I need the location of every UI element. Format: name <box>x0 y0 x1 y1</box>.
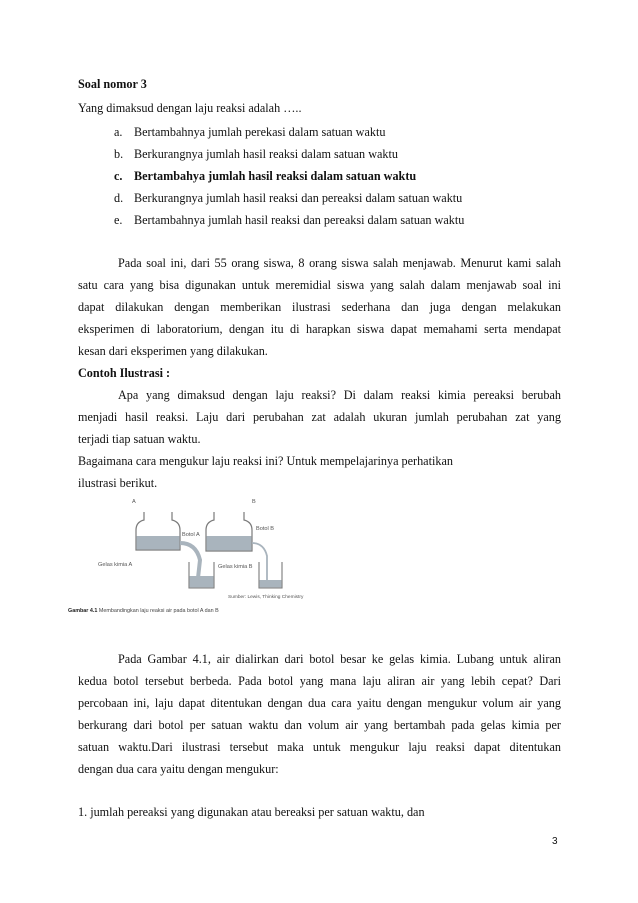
paragraph-line: ilustrasi berikut. <box>78 476 158 490</box>
bottle-a-label: Botol A <box>182 532 200 538</box>
figure-caption-number: Gambar 4.1 <box>68 608 98 614</box>
option-a <box>114 124 385 140</box>
figure-source: Sumber: Lewis, Thinking Chemistry <box>228 595 304 600</box>
paragraph-line: kesan dari eksperimen yang dilakukan. <box>78 344 268 358</box>
list-item: 1. jumlah pereaksi yang digunakan atau bereaksi per satuan waktu, dan <box>78 805 425 819</box>
bottle-a-water <box>137 536 180 549</box>
beaker-a-label: Gelas kimia A <box>98 562 133 568</box>
option-letter: c. <box>114 169 123 183</box>
illustration-heading: Contoh Ilustrasi : <box>78 366 171 380</box>
option-letter: b. <box>114 147 124 161</box>
paragraph-line: satu cara yang bisa digunakan untuk meremidial siswa yang salah dalam menjawab soal ini <box>78 278 561 292</box>
option-e <box>114 212 464 228</box>
paragraph-line: dapat dilakukan dengan memberikan ilustrasi sederhana dan juga dengan melakukan <box>78 300 561 314</box>
label-b: B <box>252 499 256 505</box>
bottle-b-diagram <box>180 496 290 606</box>
question-heading: Soal nomor 3 <box>78 77 147 91</box>
paragraph-line: kedua botol tersebut berbeda. Pada botol yang mana laju aliran air yang lebih cepat? Dari <box>78 674 561 688</box>
figure-caption-text: Membandingkan laju reaksi air pada botol A dan B <box>97 608 219 614</box>
paragraph-line: berkurang dari botol per satuan waktu dan volum air yang bertambah pada gelas kimia per <box>78 718 561 732</box>
beaker-b-water <box>260 580 282 587</box>
paragraph-line: menjadi hasil reaksi. Laju dari perubahan zat adalah ukuran jumlah perubahan zat yang <box>78 410 561 424</box>
option-b <box>114 146 398 162</box>
figure-4-1 <box>68 496 304 622</box>
beaker-b-label: Gelas kimia B <box>218 564 253 570</box>
paragraph-line: Bagaimana cara mengukur laju reaksi ini? Untuk mempelajarinya perhatikan <box>78 454 453 468</box>
option-letter: d. <box>114 191 124 205</box>
option-text: Berkurangnya jumlah hasil reaksi dalam satuan waktu <box>134 147 398 161</box>
paragraph-line: terjadi tiap satuan waktu. <box>78 432 201 446</box>
option-text: Berkurangnya jumlah hasil reaksi dan pereaksi dalam satuan waktu <box>134 191 463 205</box>
bottle-b-label: Botol B <box>256 526 275 532</box>
option-d <box>114 190 462 206</box>
option-c-correct <box>114 168 416 184</box>
paragraph-line: Pada Gambar 4.1, air dialirkan dari botol besar ke gelas kimia. Lubang untuk aliran <box>118 652 561 666</box>
option-text: Bertambahnya jumlah hasil reaksi dan pereaksi dalam satuan waktu <box>134 213 465 227</box>
option-letter: e. <box>114 213 123 227</box>
paragraph-line: satuan waktu.Dari ilustrasi tersebut maka untuk mengukur laju reaksi dapat ditentukan <box>78 740 561 754</box>
figure-caption <box>68 608 219 615</box>
paragraph-line: Pada soal ini, dari 55 orang siswa, 8 orang siswa salah menjawab. Menurut kami salah <box>118 256 561 270</box>
option-text: Bertambahnya jumlah perekasi dalam satuan waktu <box>134 125 386 139</box>
option-letter: a. <box>114 125 123 139</box>
page-number: 3 <box>552 836 558 847</box>
paragraph-line: percobaan ini, laju dapat ditentukan dengan dua cara yaitu dengan mengukur volum air yang <box>78 696 561 710</box>
paragraph-line: Apa yang dimaksud dengan laju reaksi? Di dalam reaksi kimia pereaksi berubah <box>118 388 561 402</box>
paragraph-line: dengan dua cara yaitu dengan mengukur: <box>78 762 279 776</box>
question-prompt: Yang dimaksud dengan laju reaksi adalah ….. <box>78 101 302 115</box>
option-text: Bertambahya jumlah hasil reaksi dalam satuan waktu <box>134 169 417 183</box>
label-a: A <box>132 499 136 505</box>
paragraph-line: eksperimen di laboratorium, dengan itu di harapkan siswa dapat memahami serta mendapat <box>78 322 561 336</box>
bottle-b-water <box>207 536 252 550</box>
